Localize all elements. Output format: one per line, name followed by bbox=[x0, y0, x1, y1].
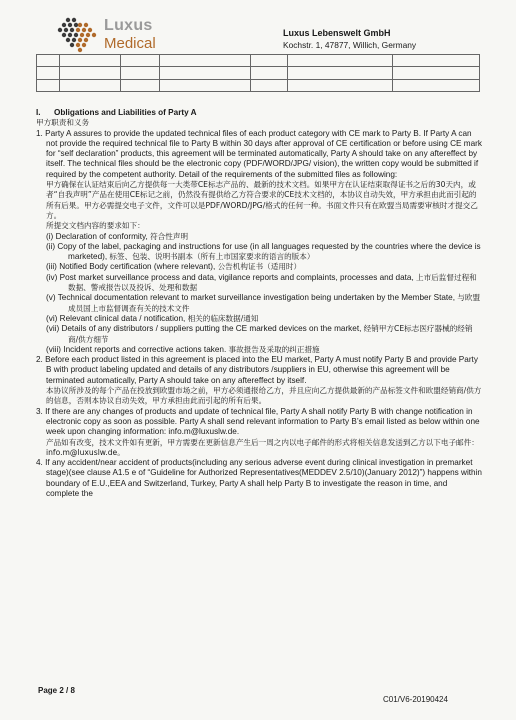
list-item-text-en: Incident reports and corrective actions taken. bbox=[63, 344, 227, 354]
section-title: Obligations and Liabilities of Party A bbox=[54, 108, 197, 117]
section-heading bbox=[36, 108, 482, 118]
clause-number: 1. bbox=[36, 128, 43, 138]
list-item-text-en: Technical documentation relevant to market surveillance investigation being undertaken by the Member State, bbox=[57, 293, 456, 303]
clause-text-en: Party A assures to provide the updated technical files of each product category with CE mark to Party B. If Party A can not provide the required technical file to Party B within 30 days after approval of CE certification or before using CE mark for “self declaration” products, this agreement will be terminated automatically, Party A should take on any aftereffect by itself. The technical files should be the electronic copy (PDF/WORD/JPG/ vision), the written copy would be submitted if required by the competent authority. Detail of the requirements of the submitted files as following: bbox=[45, 128, 482, 179]
company-address: Kochstr. 1, 47877, Willich, Germany bbox=[283, 40, 417, 50]
logo-diamond-icon bbox=[56, 14, 100, 54]
clause-text-cn: 甲方确保在认证结束后向乙方提供每一大类带CE标志产品的、最新的技术文档。如果甲方在认证结束取得证书之后的30天内，或者“自我声明”产品在使用CE标记之前，仍然没有提供给乙方符合要求的CE技术文档的，本协议自动失效，甲方承担由此而引起的所有后果。甲方必需提交电子文件，文件可以是PDF/WORD/JPG/格式的任何一种。书面文件只有在欧盟当局需要审核时才提交乙方。 bbox=[46, 180, 478, 220]
list-item bbox=[36, 324, 482, 345]
list-item-text-cn: 标签、包装、说明书副本（所有上市国家要求的语言的版本） bbox=[109, 252, 315, 262]
list-item bbox=[36, 314, 482, 324]
clause-number: 2. bbox=[36, 355, 43, 365]
company-name: Luxus Lebenswelt GmbH bbox=[283, 28, 391, 38]
page-number: Page 2 / 8 bbox=[38, 686, 75, 695]
list-item-number: (v) bbox=[46, 293, 56, 303]
list-item-text-en: Notified Body certification (where relevant), bbox=[59, 262, 216, 272]
list-item-text-en: Details of any distributors / suppliers putting the CE marked devices on the market, bbox=[61, 324, 362, 334]
list-item-number: (ii) bbox=[46, 241, 56, 251]
list-item-text-en: Post market surveillance process and data, vigilance reports and complaints, processes and data, bbox=[59, 272, 414, 282]
clause-number: 4. bbox=[36, 458, 43, 468]
list-item-number: (iii) bbox=[46, 262, 57, 272]
document-body bbox=[36, 108, 482, 499]
list-item-number: (iv) bbox=[46, 272, 58, 282]
list-item bbox=[36, 345, 482, 355]
list-item bbox=[36, 262, 482, 272]
list-item-text-cn: 相关的临床数据/通知 bbox=[187, 313, 259, 323]
clause-number: 3. bbox=[36, 406, 43, 416]
luxus-medical-logo bbox=[56, 14, 186, 54]
section-number: I. bbox=[36, 108, 41, 117]
clause-text-cn: 本协议所涉及的每个产品在投放到欧盟市场之前，甲方必须通报给乙方，并且应向乙方提供最新的产品标签文件和欧盟经销商/供方的信息，否则本协议自动失效，甲方承担由此而引起的所有后果。 bbox=[46, 386, 482, 406]
list-item-number: (viii) bbox=[46, 344, 62, 354]
list-item-text-cn: 公告机构证书（适用时） bbox=[217, 262, 302, 272]
list-item-text-cn: 与欧盟成员国上市监督调查有关的技术文件 bbox=[68, 293, 481, 313]
clause-1 bbox=[36, 129, 482, 180]
clause-2 bbox=[36, 355, 482, 386]
clause-text-en: Before each product listed in this agreement is placed into the EU market, Party A must notify Party B and provide Party B with product labeling updated and details of any distributors /suppliers in EU, otherwise this agreement will be terminated automatically, Party A should take on any aftereffect by itself. bbox=[45, 355, 478, 385]
list-item-text-en: Copy of the label, packaging and instructions for use (in all languages requested by the countries where the device is marketed), bbox=[57, 241, 481, 262]
clause-text-cn-2: 所提交文档内容的要求如下： bbox=[46, 221, 145, 231]
list-item-text-cn: 经销甲方CE标志医疗器械的经销商/供方细节 bbox=[68, 324, 473, 344]
list-item-number: (vi) bbox=[46, 313, 58, 323]
document-code: C01/V6-20190424 bbox=[383, 695, 448, 704]
logo-brand-text: Luxus bbox=[104, 17, 153, 34]
list-item bbox=[36, 242, 482, 263]
table-row bbox=[37, 79, 480, 91]
list-item bbox=[36, 293, 482, 314]
clause-text-en: If there are any changes of products and update of technical file, Party A shall notify Party B with change notification in electronic copy as soon as possible. Party A shall send relevant information to Party B’s email listed as below within one week upon changing information: info.m@luxuslw.de. bbox=[45, 406, 480, 437]
clause-text-cn: 产品如有改变，技术文件如有更新，甲方需要在更新信息产生后一周之内以电子邮件的形式将相关信息发送到乙方以下电子邮件：info.m@luxuslw.de。 bbox=[46, 437, 479, 457]
clause-text-en: If any accident/near accident of products(including any serious adverse event during clinical investigation in premarket stage)(see clause A1.5 e of “Guideline for Authorized Representatives(MEDDEV 2.5/10)(January 2012)”) happens within boundary of E.U.,EEA and Switzerland, Turkey, Party A shall help Party B to investigate the reason in time, and complete the bbox=[45, 458, 482, 498]
list-item bbox=[36, 273, 482, 294]
clause-3 bbox=[36, 407, 482, 438]
section-title-cn: 甲方职责和义务 bbox=[36, 118, 90, 128]
list-item bbox=[36, 232, 482, 242]
list-item-number: (i) bbox=[46, 231, 54, 241]
header-table bbox=[36, 54, 480, 92]
list-item-text-cn: 事故报告及采取的纠正措施 bbox=[228, 344, 320, 354]
table-row bbox=[37, 55, 480, 67]
list-item-text-cn: 符合性声明 bbox=[150, 231, 189, 241]
list-item-text-en: Declaration of conformity, bbox=[55, 231, 148, 241]
logo-sub-text: Medical bbox=[104, 35, 156, 52]
list-item-text-cn: 上市后监督过程和数据、警戒报告以及投诉、处理和数据 bbox=[68, 272, 477, 293]
requirements-list bbox=[36, 232, 482, 356]
list-item-number: (vii) bbox=[46, 324, 60, 334]
clause-4 bbox=[36, 458, 482, 499]
list-item-text-en: Relevant clinical data / notification, bbox=[59, 313, 186, 323]
table-row bbox=[37, 67, 480, 79]
